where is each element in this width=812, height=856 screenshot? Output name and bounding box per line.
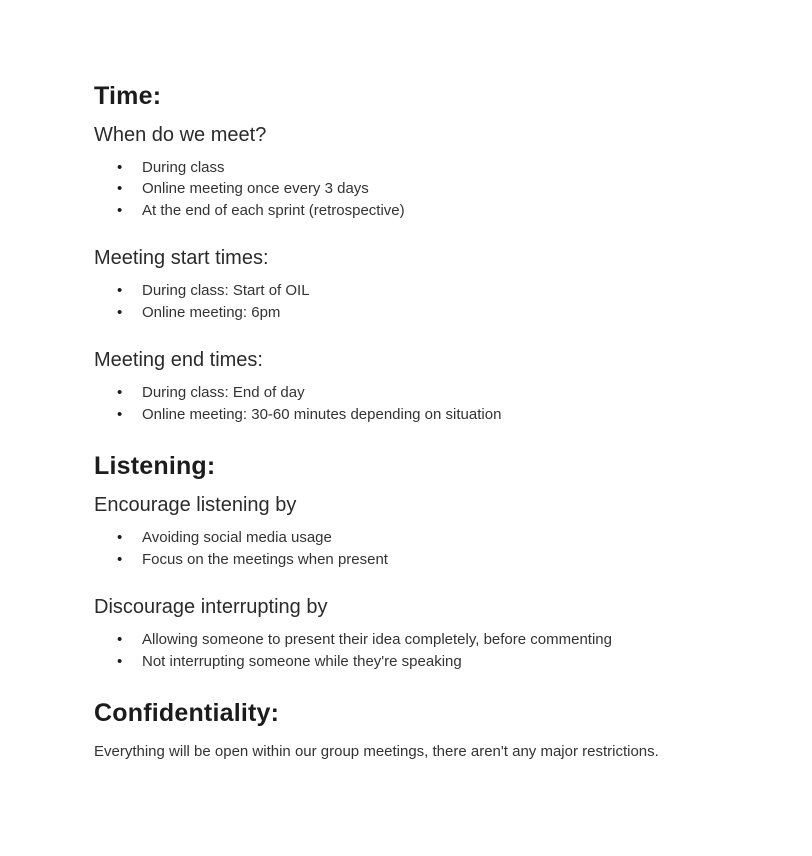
section-heading: Time: [94,82,162,110]
subsection-heading: Meeting start times: [94,247,269,270]
subsection-heading: Discourage interrupting by [94,596,328,618]
bullet-item: • Allowing someone to present their idea completely, before commenting [94,629,752,651]
bullet-item: • Avoiding social media usage [94,527,752,549]
document-section [94,699,752,762]
bullet-item: • Online meeting: 30-60 minutes depending on situation [94,404,752,426]
section-heading: Confidentiality: [94,699,280,727]
bullet-item: • During class [94,157,752,179]
bullet-list [94,629,752,672]
bullet-item: • Not interrupting someone while they're speaking [94,651,752,673]
bullet-item: • Focus on the meetings when present [94,549,752,571]
bullet-list [94,157,752,222]
bullet-list [94,280,752,323]
bullet-list [94,527,752,570]
subsection-heading: Meeting end times: [94,349,263,372]
bullet-item: • During class: End of day [94,382,752,404]
document-section [94,452,752,672]
bullet-item: • At the end of each sprint (retrospective) [94,200,752,222]
document-section [94,82,752,425]
subsection-heading: When do we meet? [94,123,267,146]
bullet-list [94,382,752,425]
bullet-item: • Online meeting: 6pm [94,302,752,324]
bullet-item: • Online meeting once every 3 days [94,178,752,200]
subsection-heading: Encourage listening by [94,494,297,516]
bullet-item: • During class: Start of OIL [94,280,752,302]
section-heading: Listening: [94,452,216,481]
section-paragraph: Everything will be open within our group meetings, there aren't any major restrictions. [94,742,659,760]
